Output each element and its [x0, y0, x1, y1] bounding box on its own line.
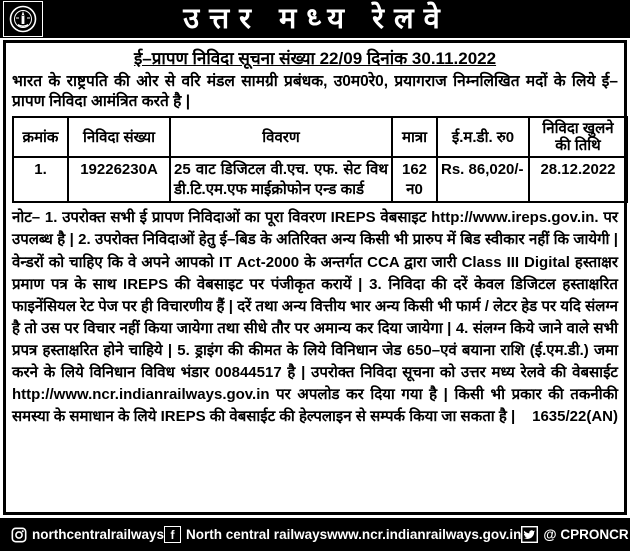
- footer-twitter: [521, 526, 628, 543]
- cell-tender-no: 19226230A: [68, 157, 170, 202]
- notice-body: [3, 40, 627, 515]
- col-header-description: विवरण: [170, 117, 392, 158]
- col-header-emd: ई.म.डी. रु0: [437, 117, 529, 158]
- footer-bar: [0, 518, 630, 551]
- footer-facebook: [164, 526, 327, 543]
- cell-quantity: 162 न0: [392, 157, 437, 202]
- footer-instagram: [10, 526, 164, 543]
- table-row: [13, 157, 627, 202]
- notice-title: ई–प्रापण निविदा सूचना संख्या 22/09 दिनांक 30.11.2022: [133, 49, 497, 68]
- facebook-icon: [164, 526, 181, 543]
- tender-table-header-row: [13, 117, 627, 158]
- footer-website: [327, 527, 521, 542]
- col-header-sno: क्रमांक: [13, 117, 68, 158]
- cell-emd: Rs. 86,020/-: [437, 157, 529, 202]
- tender-table: [12, 116, 628, 204]
- website-url: www.ncr.indianrailways.gov.in: [327, 527, 522, 542]
- cell-sno: 1.: [13, 157, 68, 202]
- instagram-icon: [10, 526, 27, 543]
- twitter-handle: @ CPRONCR: [543, 527, 629, 542]
- col-header-quantity: मात्रा: [392, 117, 437, 158]
- cell-description: 25 वाट डिजिटल वी.एच. एफ. सेट विथ डी.टि.एम.एफ माईक्रोफोन एन्ड कार्ड: [170, 157, 392, 202]
- col-header-tender-no: निविदा संख्या: [68, 117, 170, 158]
- railway-emblem-logo: [3, 1, 43, 37]
- indian-railways-emblem-icon: [9, 5, 37, 33]
- reference-number: 1635/22(AN): [532, 407, 618, 425]
- cell-opening-date: 28.12.2022: [529, 157, 627, 202]
- intro-paragraph: भारत के राष्ट्रपति की ओर से वरि मंडल सामग्री प्रबंधक, उ0म0रे0, प्रयागराज निम्नलिखित मदों के लिये ई–प्रापण निविदा आमंत्रित करते है |: [12, 73, 618, 111]
- org-title: उत्तर मध्य रेलवे: [183, 3, 450, 35]
- instagram-handle: northcentralrailways: [32, 527, 165, 542]
- facebook-name: North central railways: [186, 527, 328, 542]
- masthead: [0, 0, 630, 38]
- twitter-icon: [521, 526, 538, 543]
- facebook-letter: f: [170, 527, 175, 542]
- col-header-opening-date: निविदा खुलने की तिथि: [529, 117, 627, 158]
- notes-paragraph: [12, 207, 618, 427]
- notes-text: नोट– 1. उपरोक्त सभी ई प्रापण निविदाओं का पूरा विवरण IREPS वेबसाइट http://www.ireps.gov.in. पर उपलब्ध है | 2. उपरोक्त निविदाओं हेतु ई–बिड के अतिरिक्त अन्य किसी भी प्रारुप में बिड स्वीकार नहीं कि जायेगी | वेन्डरों को चाहिए कि वे अपने आपको IT Act-2000 के अन्तर्गत CCA द्वारा जारी Class III Digital हस्ताक्षर प्रमाण पत्र के साथ IREPS की वेबसाइट पर पंजीकृत करायें | 3. निविदा की दरें केवल डिजिटल हस्ताक्षरित फाइनेंसियल रेट पेज पर ही विचारणीय हैं | दरें तथा अन्य वित्तीय भार अन्य किसी भी फार्म / लेटर हेड पर यदि संलग्न है तो उस पर विचार नहीं किया जायेगा तथा सीधे तौर पर अमान्य कर दिया जायेगा | 4. संलग्न किये जाने वाले सभी प्रपत्र हस्ताक्षरित होने चाहिये | 5. ड्राइंग की कीमत के लिये विनिधान जेड 650–एवं बयाना राशि (ई.एम.डी.) जमा करने के लिये विनिधान विविध भंडार 00844517 है | उपरोक्त निविदा सूचना को उत्तर मध्य रेलवे की वेबसाईट http://www.ncr.indianrailways.gov.in पर अपलोड कर दिया गया है | किसी भी प्रकार की तकनीकी समस्या के समाधान के लिये IREPS की वेबसाईट की हेल्पलाइन से सम्पर्क किया जा सकता है |: [12, 209, 618, 425]
